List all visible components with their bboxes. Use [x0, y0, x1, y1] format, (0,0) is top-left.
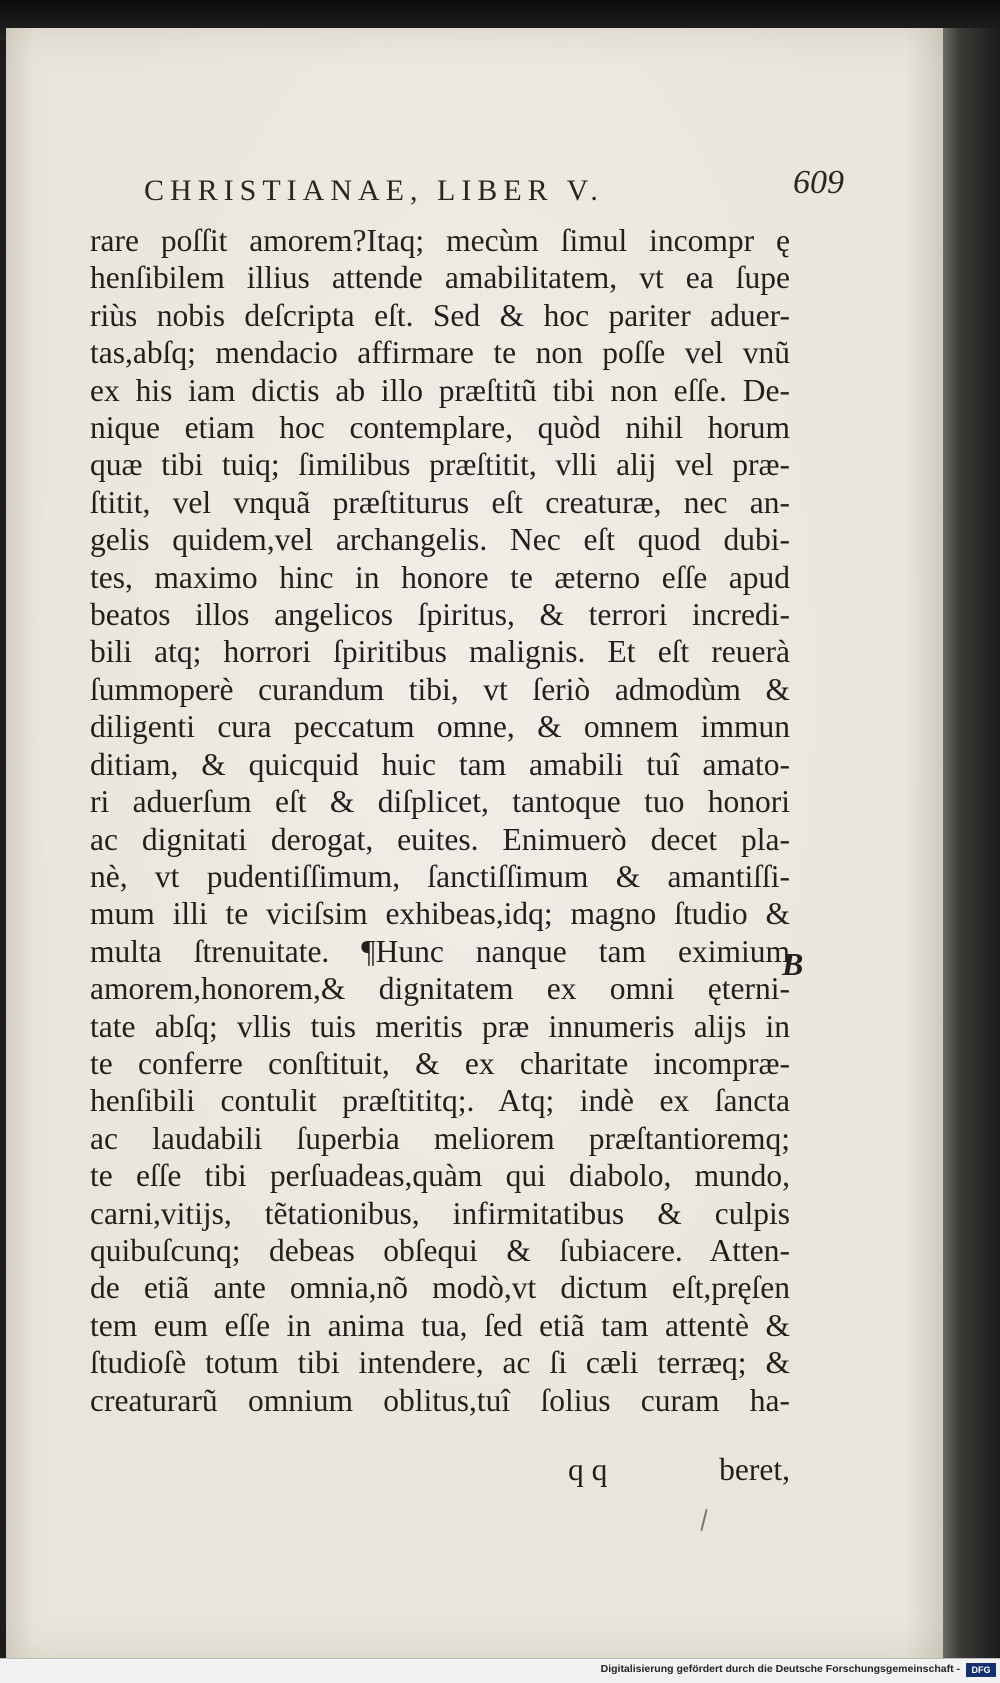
text-line: quæ tibi tuiq; ſimilibus præſtitit, vlli alij vel præ-: [90, 447, 790, 483]
text-line: tes, maximo hinc in honore te æterno eſſe apud: [90, 559, 790, 595]
text-line: ac dignitati derogat, euites. Enimuerò decet pla-: [90, 821, 790, 857]
text-line: amorem,honorem,& dignitatem ex omni ęterni-: [90, 971, 790, 1007]
text-line: henſibilem illius attende amabilitatem, vt ea ſupe: [90, 260, 790, 296]
text-line: multa ſtrenuitate. ¶Hunc nanque tam eximium: [90, 933, 790, 969]
text-line: ditiam, & quicquid huic tam amabili tuî amato-: [90, 746, 790, 782]
text-line: tem eum eſſe in anima tua, ſed etiã tam attentè &: [90, 1307, 790, 1343]
running-title: CHRISTIANAE, LIBER V.: [144, 174, 604, 207]
text-line: carni,vitijs, tẽtationibus, infirmitatibus & culpis: [90, 1195, 790, 1231]
text-line: ex his iam dictis ab illo præſtitũ tibi non eſſe. De-: [90, 372, 790, 408]
book-page: [6, 28, 946, 1658]
text-line: ri aduerſum eſt & diſplicet, tantoque tuo honori: [90, 784, 790, 820]
dfg-logo: DFG: [966, 1663, 996, 1677]
running-header: [144, 164, 844, 214]
text-line: creaturarũ omnium oblitus,tuî ſolius curam ha-: [90, 1382, 790, 1418]
text-line: riùs nobis deſcripta eſt. Sed & hoc pariter aduer-: [90, 297, 790, 333]
scan-background-edge: [943, 28, 1000, 1658]
text-line: rare poſſit amorem?Itaq; mecùm ſimul incompr ę: [90, 223, 790, 258]
text-line: mum illi te viciſsim exhibeas,idq; magno ſtudio &: [90, 896, 790, 932]
catchword: beret,: [719, 1452, 790, 1487]
text-line: ſummoperè curandum tibi, vt ſeriò admodùm &: [90, 671, 790, 707]
funding-credit: Digitalisierung gefördert durch die Deutsche Forschungsgemeinschaft -: [600, 1663, 960, 1675]
page-footer: [90, 1452, 790, 1492]
text-line: nique etiam hoc contemplare, quòd nihil horum: [90, 410, 790, 446]
text-line: diligenti cura peccatum omne, & omnem immun: [90, 709, 790, 745]
text-line: tas,abſq; mendacio affirmare te non poſſe vel vnũ: [90, 335, 790, 371]
signature-mark: q q: [568, 1452, 608, 1487]
text-line: tate abſq; vllis tuis meritis præ innumeris alijs in: [90, 1008, 790, 1044]
paper-blemish: [700, 1509, 707, 1531]
text-line: quibuſcunq; debeas obſequi & ſubiacere. Atten-: [90, 1232, 790, 1268]
text-line: de etiã ante omnia,nõ modò,vt dictum eſt,pręſen: [90, 1270, 790, 1306]
text-line: ſtitit, vel vnquã præſtiturus eſt creaturæ, nec an-: [90, 484, 790, 520]
margin-note: B: [782, 946, 804, 982]
text-line: te conferre conſtituit, & ex charitate incompræ-: [90, 1045, 790, 1081]
text-line: beatos illos angelicos ſpiritus, & terrori incredi-: [90, 597, 790, 633]
text-line: gelis quidem,vel archangelis. Nec eſt quod dubi-: [90, 522, 790, 558]
text-line: henſibili contulit præſtititq;. Atq; indè ex ſancta: [90, 1083, 790, 1119]
text-line: ac laudabili ſuperbia meliorem præſtantioremq;: [90, 1120, 790, 1156]
text-line: te eſſe tibi perſuadeas,quàm qui diabolo, mundo,: [90, 1158, 790, 1194]
body-text: [90, 222, 790, 1419]
text-line: nè, vt pudentiſſimum, ſanctiſſimum & amantiſſi-: [90, 858, 790, 894]
text-line: bili atq; horrori ſpiritibus malignis. Et eſt reuerà: [90, 634, 790, 670]
page-number: 609: [793, 164, 844, 201]
text-line: ſtudioſè totum tibi intendere, ac ſi cæli terræq; &: [90, 1345, 790, 1381]
credit-bar: [0, 1658, 1000, 1683]
